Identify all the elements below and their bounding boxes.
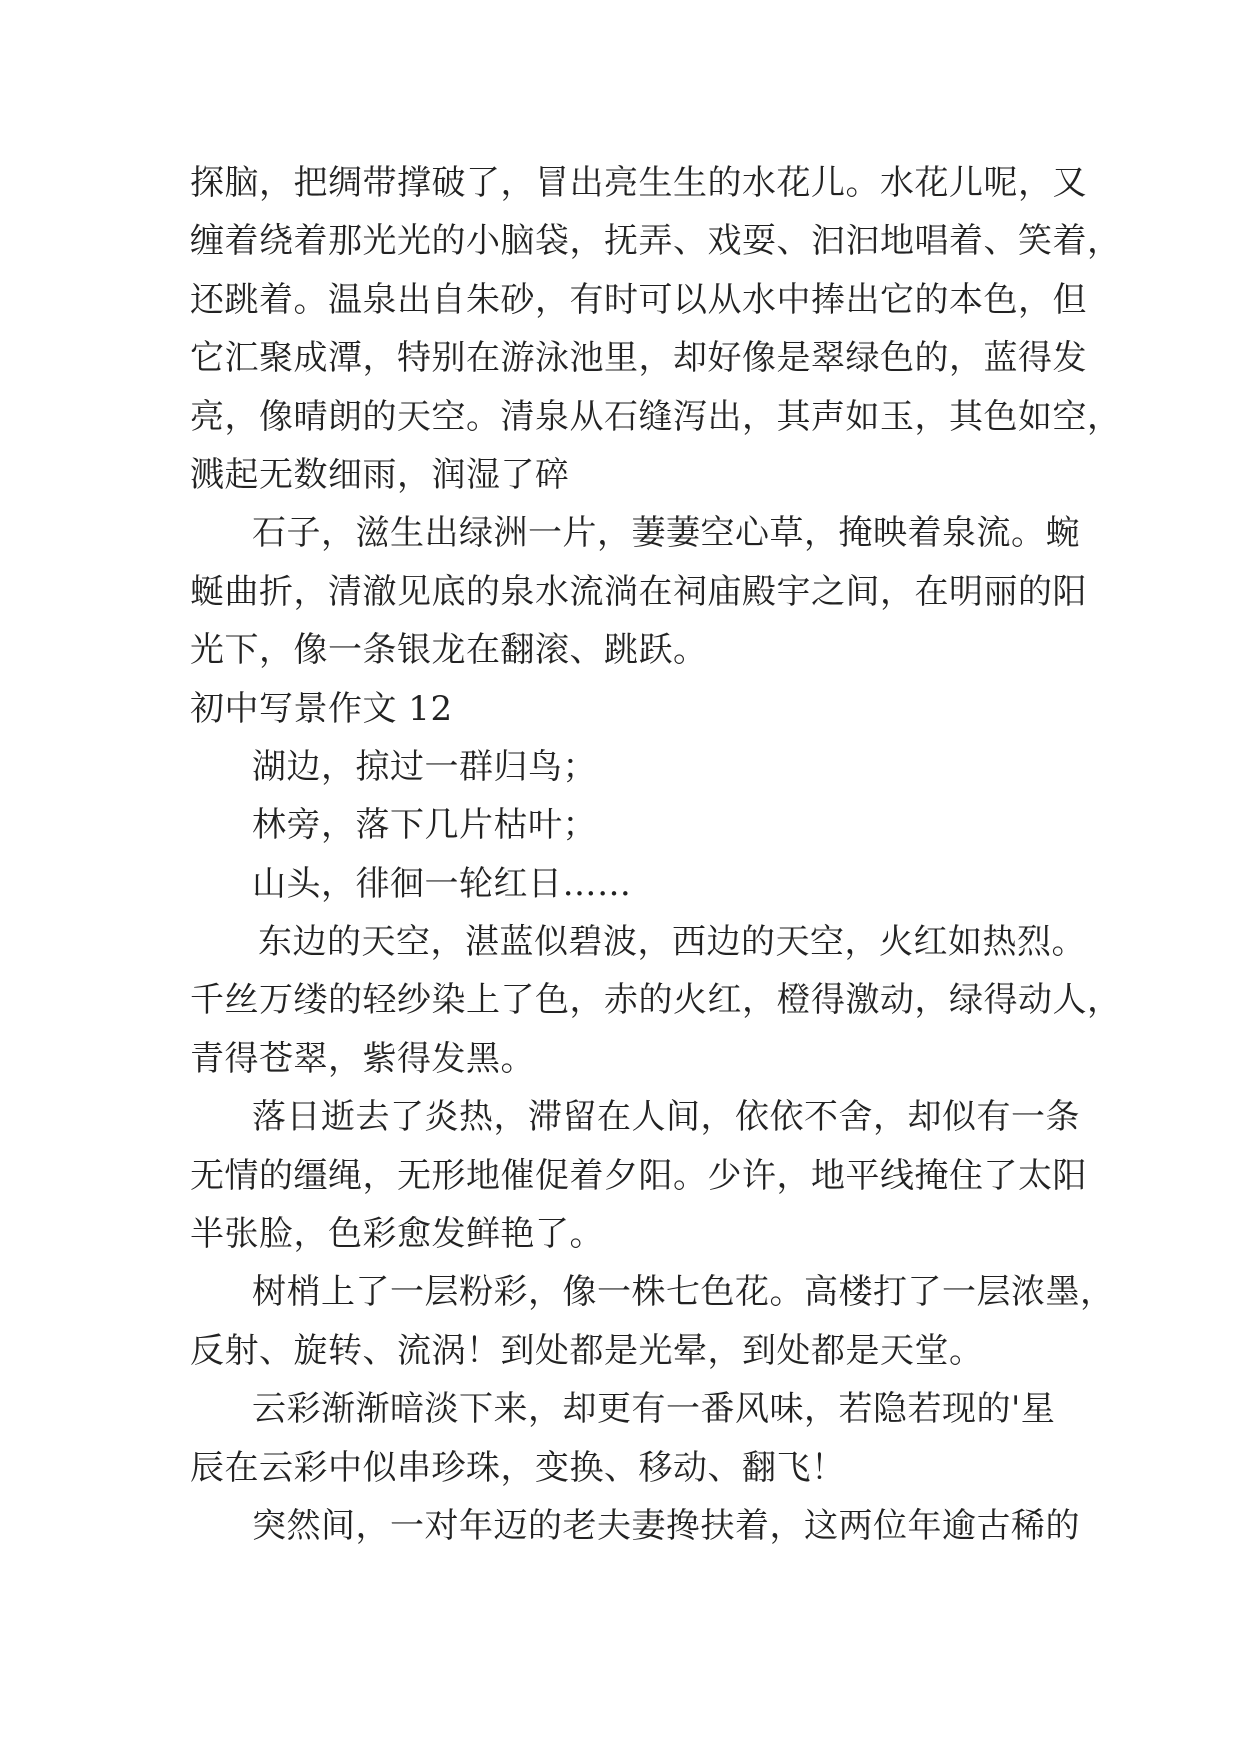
text-line: 它汇聚成潭，特别在游泳池里，却好像是翠绿色的，蓝得发 (190, 338, 1087, 379)
paragraph-start-line: 突然间，一对年迈的老夫妻搀扶着，这两位年逾古稀的 (252, 1505, 1080, 1546)
text-line: 无情的缰绳，无形地催促着夕阳。少许，地平线掩住了太阳 (190, 1155, 1087, 1196)
paragraph-start-line: 树梢上了一层粉彩，像一株七色花。高楼打了一层浓墨， (252, 1272, 1115, 1313)
text-line: 光下，像一条银龙在翻滚、跳跃。 (190, 630, 708, 671)
text-line: 辰在云彩中似串珍珠，变换、移动、翻飞！ (190, 1447, 846, 1488)
text-line: 溅起无数细雨，润湿了碎 (190, 454, 570, 495)
text-line: 蜒曲折，清澈见底的泉水流淌在祠庙殿宇之间，在明丽的阳 (190, 571, 1087, 612)
text-line: 反射、旋转、流涡！到处都是光晕，到处都是天堂。 (190, 1330, 984, 1371)
text-line: 亮，像晴朗的天空。清泉从石缝泻出，其声如玉，其色如空， (190, 396, 1122, 437)
text-line: 缠着绕着那光光的小脑袋，抚弄、戏耍、汩汩地唱着、笑着， (190, 221, 1122, 262)
section-heading: 初中写景作文 12 (190, 688, 453, 729)
text-line: 探脑，把绸带撑破了，冒出亮生生的水花儿。水花儿呢，又 (190, 163, 1087, 203)
document-body (190, 154, 1122, 1555)
paragraph-start-line: 林旁，落下几片枯叶； (252, 805, 597, 846)
text-line: 半张脸，色彩愈发鲜艳了。 (190, 1214, 604, 1255)
paragraph-start-line: 云彩渐渐暗淡下来，却更有一番风味，若隐若现的'星 (252, 1389, 1056, 1430)
paragraph-start-line: 山头，徘徊一轮红日…… (252, 863, 632, 904)
text-line: 还跳着。温泉出自朱砂，有时可以从水中捧出它的本色，但 (190, 279, 1087, 320)
paragraph-start-line: 落日逝去了炎热，滞留在人间，依依不舍，却似有一条 (252, 1097, 1080, 1138)
paragraph-start-line: 湖边，掠过一群归鸟； (252, 746, 597, 787)
text-line: 青得苍翠，紫得发黑。 (190, 1038, 535, 1079)
paragraph-start-line: 石子，滋生出绿洲一片，萋萋空心草，掩映着泉流。蜿 (252, 513, 1080, 554)
text-line: 千丝万缕的轻纱染上了色，赤的火红，橙得激动，绿得动人， (190, 980, 1122, 1021)
paragraph-start-line: 东边的天空，湛蓝似碧波，西边的天空，火红如热烈。 (258, 922, 1086, 963)
